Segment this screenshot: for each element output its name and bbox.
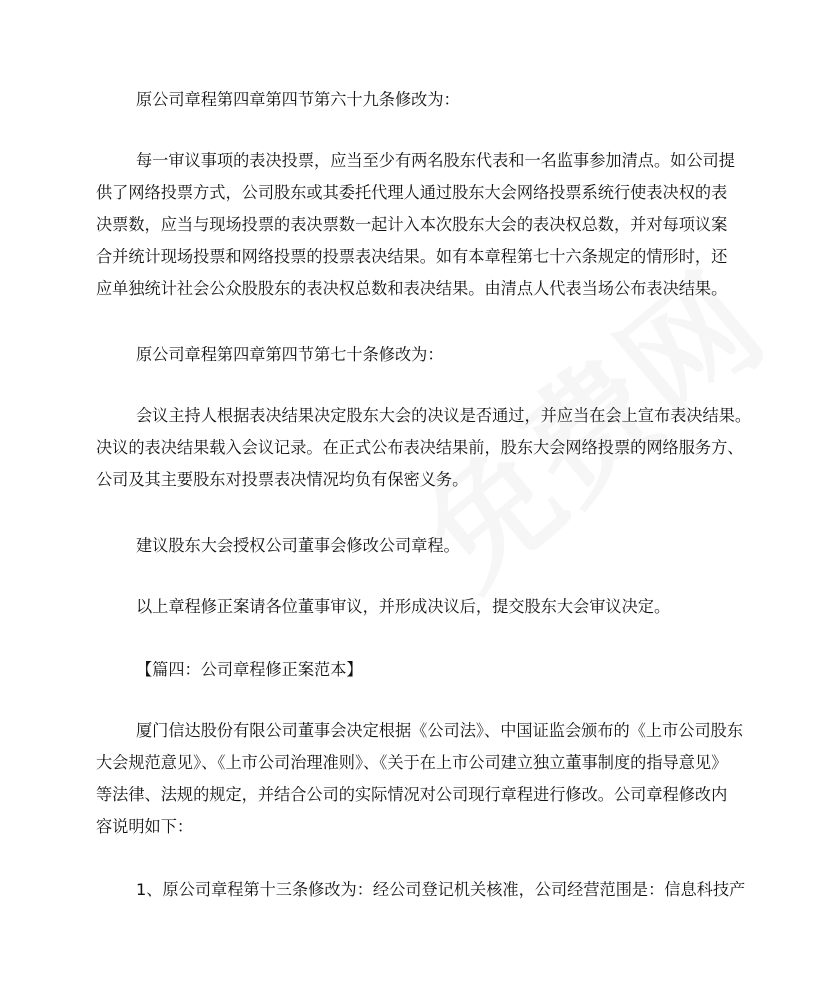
text-line: 建议股东大会授权公司董事会修改公司章程。 xyxy=(136,536,460,555)
paragraph-1 xyxy=(96,84,738,116)
text-line: 供了网络投票方式，公司股东或其委托代理人通过股东大会网络投票系统行使表决权的表 xyxy=(96,183,728,202)
paragraph-3 xyxy=(96,339,738,371)
paragraph-2 xyxy=(96,145,738,305)
section-heading xyxy=(96,654,738,686)
text-line: 决票数，应当与现场投票的表决票数一起计入本次股东大会的表决权总数，并对每项议案 xyxy=(96,215,728,234)
text-line: 决议的表决结果载入会议记录。在正式公布表决结果前，股东大会网络投票的网络服务方、 xyxy=(96,438,744,457)
text-line: 原公司章程第四章第四节第六十九条修改为： xyxy=(136,90,460,109)
paragraph-5 xyxy=(96,530,738,562)
paragraph-8 xyxy=(96,715,744,843)
text-line: 等法律、法规的规定，并结合公司的实际情况对公司现行章程进行修改。公司章程修改内 xyxy=(96,785,728,804)
text-line: 容说明如下： xyxy=(96,817,194,836)
text-line: 合并统计现场投票和网络投票的投票表决结果。如有本章程第七十六条规定的情形时，还 xyxy=(96,247,728,266)
paragraph-6 xyxy=(96,591,738,623)
paragraph-9 xyxy=(96,874,746,906)
text-line: 原公司章程第四章第四节第七十条修改为： xyxy=(136,345,444,364)
text-line: 大会规范意见》、《上市公司治理准则》、《关于在上市公司建立独立董事制度的指导意见》 xyxy=(96,753,728,772)
text-line: 1、原公司章程第十三条修改为：经公司登记机关核准，公司经营范围是：信息科技产 xyxy=(136,880,746,899)
text-line: 以上章程修正案请各位董事审议，并形成决议后，提交股东大会审议决定。 xyxy=(136,597,671,616)
text-line: 每一审议事项的表决投票，应当至少有两名股东代表和一名监事参加清点。如公司提 xyxy=(136,151,735,170)
text-line: 厦门信达股份有限公司董事会决定根据《公司法》、中国证监会颁布的《上市公司股东 xyxy=(136,721,744,740)
text-line: 公司及其主要股东对投票表决情况均负有保密义务。 xyxy=(96,470,469,489)
text-line: 应单独统计社会公众股股东的表决权总数和表决结果。由清点人代表当场公布表决结果。 xyxy=(96,279,728,298)
text-line: 会议主持人根据表决结果决定股东大会的决议是否通过，并应当在会上宣布表决结果。 xyxy=(136,406,752,425)
text-line: 【篇四：公司章程修正案范本】 xyxy=(136,660,363,679)
paragraph-4 xyxy=(96,400,752,496)
